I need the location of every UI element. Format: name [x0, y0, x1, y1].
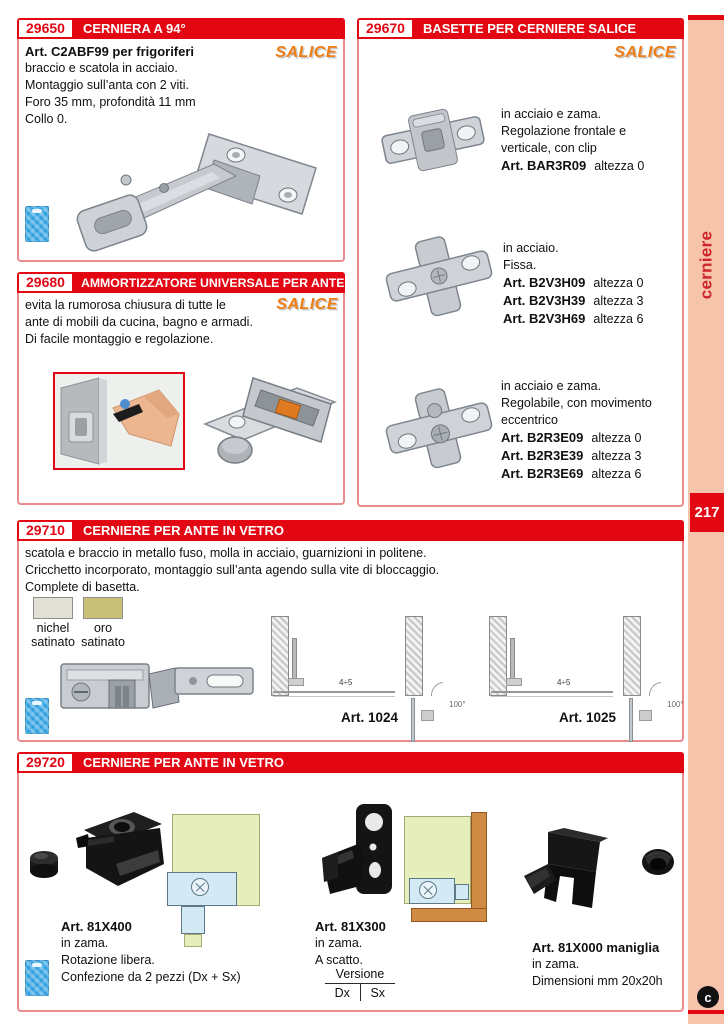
art-code: Art. B2V3H69: [503, 311, 586, 326]
swatch-label: oro satinato: [81, 621, 125, 649]
diagram-art-1024: [253, 612, 468, 744]
cross-plate-photo: [383, 234, 495, 318]
section-code: 29680: [19, 274, 72, 291]
open-door-line: [629, 698, 633, 742]
salice-logo: SALICE: [276, 296, 338, 313]
section-29680: [17, 272, 345, 505]
section-title: BASETTE PER CERNIERE SALICE: [422, 21, 637, 36]
desc-line: evita la rumorosa chiusura di tutte le: [25, 298, 226, 312]
desc-line: scatola e braccio in metallo fuso, molla in acciaio, guarnizioni in politene.: [25, 546, 427, 560]
product-description: [25, 297, 253, 348]
section-29650: [17, 18, 345, 262]
swatch-label: nichel satinato: [31, 621, 75, 649]
page-number-badge: 217: [690, 493, 724, 532]
desc-line: Rotazione libera.: [61, 953, 155, 967]
door-line: [491, 691, 613, 693]
cross-plate-eccentric-photo: [383, 386, 495, 470]
art-code: Art. B2R3E09: [501, 430, 584, 445]
desc-line: Confezione da 2 pezzi (Dx + Sx): [61, 970, 241, 984]
desc-line: A scatto.: [315, 953, 363, 967]
section-code: 29710: [19, 522, 72, 539]
salice-logo: SALICE: [614, 44, 676, 61]
product-description: [315, 918, 386, 969]
art-code: Art. BAR3R09: [501, 158, 587, 173]
product-description: [61, 918, 241, 986]
section-29710: [17, 520, 684, 742]
screw-diagram: [419, 881, 437, 899]
desc-line: Complete di basetta.: [25, 580, 140, 594]
product-description: [25, 545, 439, 596]
wall-section: [623, 616, 641, 696]
art-code: Art. C2ABF99 per frigoriferi: [25, 44, 195, 59]
publisher-c-logo: c: [697, 986, 719, 1008]
blister-pack-icon: [25, 206, 49, 242]
damper-product-photo: [197, 366, 349, 478]
desc-line: in acciaio e zama.: [501, 379, 602, 393]
art-note: altezza 0: [594, 159, 645, 173]
section-29720-header: [17, 752, 684, 773]
installation-photo: [53, 372, 185, 470]
desc-line: braccio e scatola in acciaio.: [25, 61, 178, 75]
product-description: [501, 106, 644, 175]
wall-section: [271, 616, 289, 696]
art-code: Art. B2V3H09: [503, 275, 586, 290]
section-title: AMMORTIZZATORE UNIVERSALE PER ANTE: [80, 275, 345, 290]
side-strip-top-line: [688, 15, 724, 20]
dimension-label: 4÷5: [557, 678, 571, 687]
section-29720: [17, 752, 684, 1012]
art-code: Art. 81X300: [315, 919, 386, 934]
desc-line: Cricchetto incorporato, montaggio sull’anta agendo sulla vite di bloccaggio.: [25, 563, 440, 577]
product-description: [501, 378, 652, 483]
section-29680-header: [17, 272, 345, 293]
desc-line: Regolazione frontale e: [501, 124, 627, 138]
diagram-art-label: Art. 1024: [341, 710, 399, 725]
art-note: altezza 3: [593, 294, 644, 308]
desc-line: in zama.: [315, 936, 363, 950]
handle-black-photo: [520, 818, 616, 914]
desc-line: Di facile montaggio e regolazione.: [25, 332, 214, 346]
desc-line: ante di mobili da cucina, bagno e armadi.: [25, 315, 253, 329]
blister-pack-icon: [25, 698, 49, 734]
diagram-art-label: Art. 1025: [559, 710, 617, 725]
product-description: [503, 240, 643, 328]
snap-hinge-black-photo: [318, 800, 402, 912]
diagram-art-1025: [471, 612, 686, 744]
section-29670-header: [357, 18, 684, 39]
desc-line: Collo 0.: [25, 112, 68, 126]
section-code: 29670: [359, 20, 412, 37]
hinge-foot: [288, 678, 304, 686]
product-description: [532, 939, 663, 990]
desc-line: Dimensioni mm 20x20h: [532, 974, 663, 988]
wall-section: [489, 616, 507, 696]
glass-hinge-black-photo: [74, 806, 170, 898]
dimension-label: 4÷5: [339, 678, 353, 687]
section-29670: [357, 18, 684, 507]
desc-line: verticale, con clip: [501, 141, 597, 155]
section-title: CERNIERE PER ANTE IN VETRO: [82, 523, 284, 538]
art-code: Art. B2V3H39: [503, 293, 586, 308]
section-29710-header: [17, 520, 684, 541]
side-tab-strip: [688, 15, 724, 1024]
hinge-foot: [639, 710, 652, 721]
desc-line: Montaggio sull’anta con 2 viti.: [25, 78, 189, 92]
desc-line: in acciaio e zama.: [501, 107, 602, 121]
art-code: Art. B2R3E69: [501, 466, 584, 481]
section-29650-header: [17, 18, 345, 39]
art-note: altezza 6: [593, 312, 644, 326]
section-title: CERNIERA A 94°: [82, 21, 186, 36]
hinge-foot: [506, 678, 522, 686]
black-cap-photo: [27, 850, 61, 880]
desc-line: in zama.: [61, 936, 109, 950]
version-cell-dx: Dx: [325, 984, 361, 1001]
door-line: [273, 691, 395, 693]
desc-line: in zama.: [532, 957, 580, 971]
wood-frame-diagram: [471, 812, 487, 922]
version-table-header: Versione: [335, 967, 385, 981]
version-table: [325, 967, 395, 1001]
mounting-plate-photo: [377, 96, 489, 184]
finish-swatch-oro: [83, 597, 123, 619]
angle-label: 100°: [667, 700, 684, 709]
desc-line: in acciaio.: [503, 241, 559, 255]
door-line: [491, 696, 613, 697]
side-strip-bottom-line: [688, 1010, 724, 1014]
screw-diagram: [191, 878, 209, 896]
side-tab-label: cerniere: [696, 230, 715, 300]
door-line: [273, 696, 395, 697]
version-cell-sx: Sx: [370, 986, 386, 1000]
section-title: CERNIERE PER ANTE IN VETRO: [82, 755, 284, 770]
art-code: Art. 81X000 maniglia: [532, 940, 660, 955]
finish-swatch-nichel: [33, 597, 73, 619]
desc-line: Regolabile, con movimento: [501, 396, 652, 410]
wood-frame-diagram: [411, 908, 487, 922]
open-door-line: [411, 698, 415, 742]
hinge-foot: [421, 710, 434, 721]
art-note: altezza 0: [593, 276, 644, 290]
side-tab: [688, 205, 724, 325]
art-note: altezza 0: [591, 431, 642, 445]
wall-section: [405, 616, 423, 696]
hinge-photo: [64, 116, 329, 258]
blister-pack-icon: [25, 960, 49, 996]
art-code: Art. B2R3E39: [501, 448, 584, 463]
desc-line: eccentrico: [501, 413, 558, 427]
salice-logo: SALICE: [275, 44, 337, 61]
art-note: altezza 6: [591, 467, 642, 481]
desc-line: Foro 35 mm, profondità 11 mm: [25, 95, 196, 109]
knob-black-photo: [640, 846, 676, 878]
hinge-section-diagram: [455, 884, 469, 900]
glass-hinge-photo: [57, 650, 257, 722]
section-code: 29650: [19, 20, 72, 37]
art-note: altezza 3: [591, 449, 642, 463]
section-code: 29720: [19, 754, 72, 771]
angle-label: 100°: [449, 700, 466, 709]
art-code: Art. 81X400: [61, 919, 132, 934]
desc-line: Fissa.: [503, 258, 537, 272]
